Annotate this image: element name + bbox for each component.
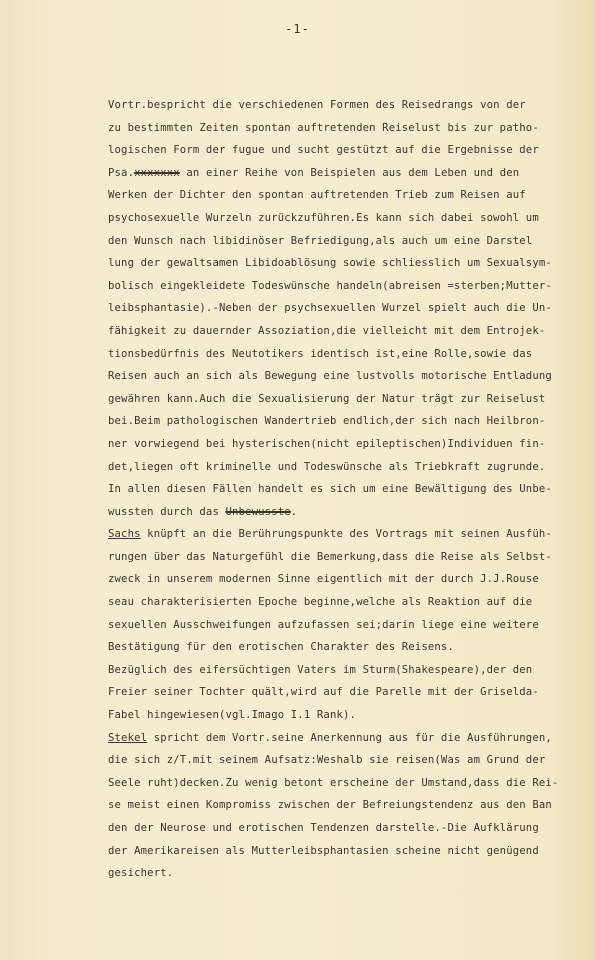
text-line bbox=[108, 681, 593, 704]
struck-text: Unbewusste bbox=[225, 505, 291, 518]
text-line bbox=[108, 320, 593, 343]
text-line bbox=[108, 659, 593, 682]
text-segment: Bestätigung für den erotischen Charakter des Reisens. bbox=[108, 641, 454, 654]
text-line bbox=[108, 862, 593, 885]
text-segment: den Wunsch nach libidinöser Befriedigung,als auch um eine Darstel bbox=[108, 234, 533, 247]
text-segment: sexuellen Ausschweifungen aufzufassen sei;darin liege eine weitere bbox=[108, 618, 539, 631]
struck-text: xxxxxxx bbox=[134, 166, 180, 179]
text-line bbox=[108, 727, 593, 750]
text-body bbox=[108, 94, 593, 885]
text-segment: In allen diesen Fällen handelt es sich um eine Bewältigung des Unbe- bbox=[108, 483, 552, 496]
text-line bbox=[108, 817, 593, 840]
text-segment: Freier seiner Tochter quält,wird auf die Parelle mit der Griselda- bbox=[108, 686, 539, 699]
text-segment: det,liegen oft kriminelle und Todeswünsche als Triebkraft zugrunde. bbox=[108, 460, 546, 473]
text-line bbox=[108, 252, 593, 275]
text-line bbox=[108, 614, 593, 637]
text-line bbox=[108, 230, 593, 253]
text-segment: Psa. bbox=[108, 166, 135, 179]
text-line bbox=[108, 501, 593, 524]
text-segment: gewähren kann.Auch die Sexualisierung der Natur trägt zur Reiselust bbox=[108, 392, 546, 405]
text-line bbox=[108, 704, 593, 727]
page-number: -1- bbox=[285, 22, 310, 36]
text-segment: psychosexuelle Wurzeln zurückzuführen.Es kann sich dabei sowohl um bbox=[108, 211, 539, 224]
text-line bbox=[108, 591, 593, 614]
text-line bbox=[108, 297, 593, 320]
text-line bbox=[108, 275, 593, 298]
text-line bbox=[108, 162, 593, 185]
text-segment: tionsbedürfnis des Neutotikers identisch ist,eine Rolle,sowie das bbox=[108, 347, 533, 360]
text-line bbox=[108, 388, 593, 411]
text-line bbox=[108, 184, 593, 207]
text-segment: zu bestimmten Zeiten spontan auftretenden Reiselust bis zur patho- bbox=[108, 121, 539, 134]
text-segment: . bbox=[290, 505, 298, 518]
text-segment: die sich z/T.mit seinem Aufsatz:Weshalb sie reisen(Was am Grund der bbox=[108, 754, 546, 767]
text-line bbox=[108, 794, 593, 817]
text-line bbox=[108, 523, 593, 546]
text-line bbox=[108, 365, 593, 388]
text-segment: se meist einen Kompromiss zwischen der Befreiungstendenz aus den Ban bbox=[108, 799, 552, 812]
text-segment: Vortr.bespricht die verschiedenen Formen des Reisedrangs von der bbox=[108, 99, 526, 111]
text-segment: spricht dem Vortr.seine Anerkennung aus für die Ausführungen, bbox=[147, 731, 552, 744]
text-segment: zweck in unserem modernen Sinne eigentlich mit der durch J.J.Rouse bbox=[108, 573, 539, 586]
text-segment: logischen Form der fugue und sucht gestützt auf die Ergebnisse der bbox=[108, 144, 539, 157]
text-line bbox=[108, 94, 593, 117]
text-line bbox=[108, 117, 593, 140]
text-segment: leibsphantasie).-Neben der psychsexuellen Wurzel spielt auch die Un- bbox=[108, 302, 552, 315]
text-segment: Bezüglich des eifersüchtigen Vaters im Sturm(Shakespeare),der den bbox=[108, 663, 533, 676]
text-line bbox=[108, 636, 593, 659]
text-segment: Reisen auch an sich als Bewegung eine lustvolls motorische Entladung bbox=[108, 370, 552, 383]
text-line bbox=[108, 343, 593, 366]
text-line bbox=[108, 772, 593, 795]
text-segment: Seele ruht)decken.Zu wenig betont erscheine der Umstand,dass die Rei- bbox=[108, 776, 559, 789]
text-segment: lung der gewaltsamen Libidoablösung sowie schliesslich um Sexualsym- bbox=[108, 257, 552, 270]
text-line bbox=[108, 568, 593, 591]
text-line bbox=[108, 410, 593, 433]
text-segment: fähigkeit zu dauernder Assoziation,die vielleicht mit dem Entrojek- bbox=[108, 324, 546, 337]
text-segment: bolisch eingekleidete Todeswünsche handeln(abreisen =sterben;Mutter- bbox=[108, 279, 552, 292]
text-line bbox=[108, 749, 593, 772]
text-segment: Werken der Dichter den spontan auftretenden Trieb zum Reisen auf bbox=[108, 189, 526, 202]
text-segment: ner vorwiegend bei hysterischen(nicht epileptischen)Individuen fin- bbox=[108, 437, 546, 450]
text-line bbox=[108, 433, 593, 456]
text-segment: Fabel hingewiesen(vgl.Imago I.1 Rank). bbox=[108, 709, 357, 722]
text-segment: wussten durch das bbox=[108, 505, 226, 518]
text-segment: rungen über das Naturgefühl die Bemerkung,dass die Reise als Selbst- bbox=[108, 550, 552, 563]
text-segment: knüpft an die Berührungspunkte des Vortrags mit seinen Ausfüh- bbox=[140, 528, 552, 541]
text-line bbox=[108, 207, 593, 230]
text-segment: den der Neurose und erotischen Tendenzen darstelle.-Die Aufklärung bbox=[108, 822, 539, 834]
text-segment: seau charakterisierten Epoche beginne,welche als Reaktion auf die bbox=[108, 596, 533, 609]
text-line bbox=[108, 139, 593, 162]
text-line bbox=[108, 456, 593, 479]
text-segment: bei.Beim pathologischen Wandertrieb endlich,der sich nach Heilbron- bbox=[108, 415, 546, 428]
text-segment: gesichert. bbox=[108, 867, 174, 880]
text-segment: an einer Reihe von Beispielen aus dem Leben und den bbox=[179, 166, 520, 179]
text-segment: der Amerikareisen als Mutterleibsphantasien scheine nicht genügend bbox=[108, 844, 539, 857]
text-line bbox=[108, 840, 593, 863]
text-line bbox=[108, 546, 593, 569]
text-line bbox=[108, 478, 593, 501]
speaker-name: Stekel bbox=[108, 731, 148, 744]
speaker-name: Sachs bbox=[108, 528, 141, 541]
